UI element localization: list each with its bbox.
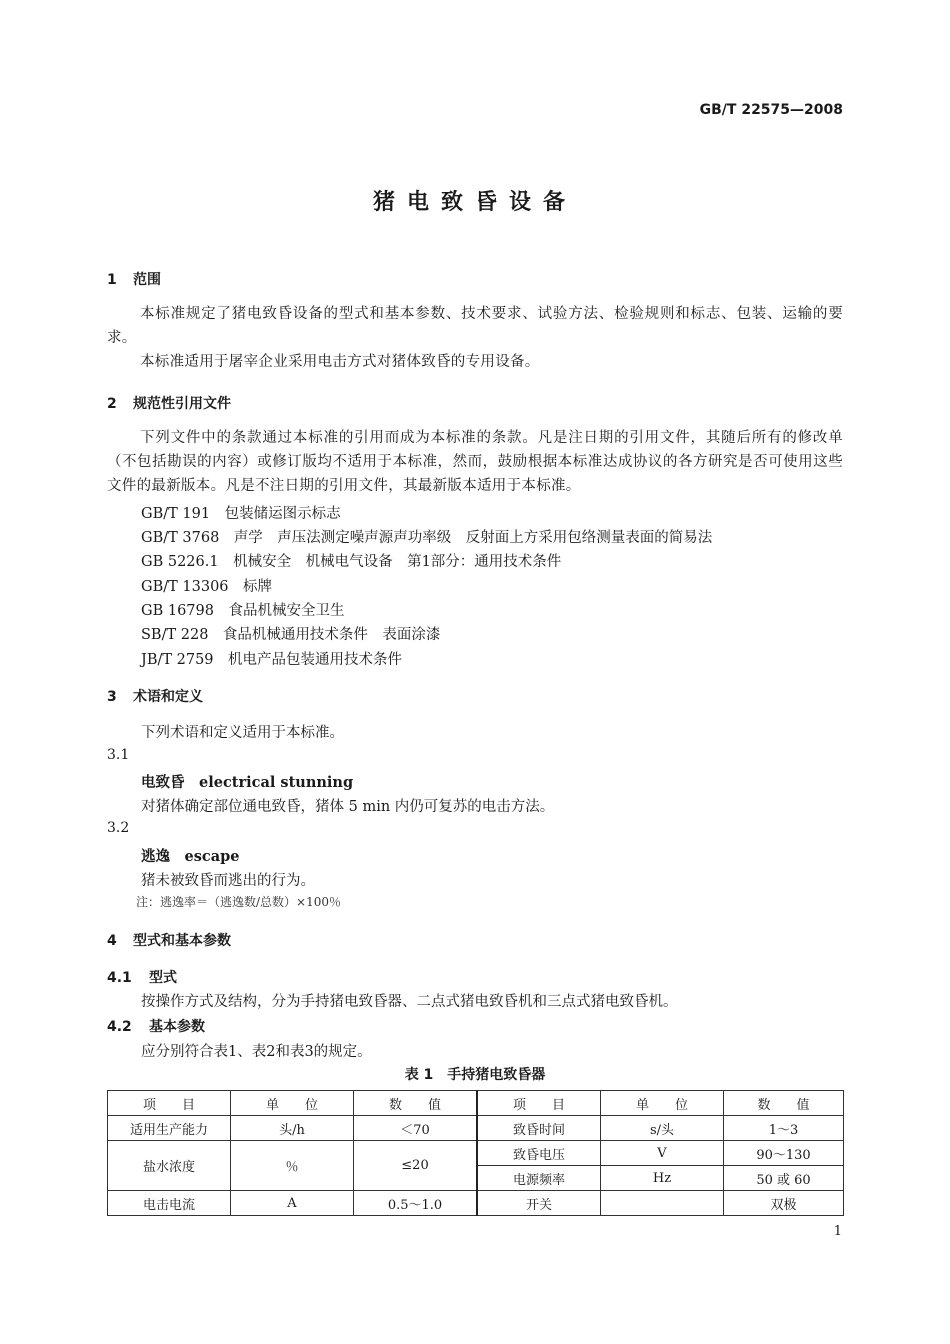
reference-item: GB 5226.1 机械安全 机械电气设备 第1部分：通用技术条件 [141,554,562,570]
section-number: 1 [107,272,117,288]
section-title: 术语和定义 [133,689,203,705]
table-cell: 致昏时间 [477,1116,601,1141]
section-title: 基本参数 [149,1019,205,1035]
parameters-table [107,1090,844,1216]
header-cell: 单 位 [601,1091,724,1116]
header-cell: 数 值 [354,1091,478,1116]
section-title: 型式 [149,970,177,986]
note: 注：逃逸率＝（逃逸数/总数）×100％ [136,895,342,909]
table-cell: s/头 [601,1116,724,1141]
table-cell: 电击电流 [108,1191,231,1216]
section-title: 范围 [133,272,161,288]
paragraph: 下列术语和定义适用于本标准。 [141,725,344,741]
section-number: 2 [107,396,117,412]
section-number: 4.1 [107,970,132,986]
table-cell: 双极 [724,1191,844,1216]
section-number: 3 [107,689,117,705]
paragraph: 下列文件中的条款通过本标准的引用而成为本标准的条款。凡是注日期的引用文件，其随后所有的修改单（不包括勘误的内容）或修订版均不适用于本标准，然而，鼓励根据本标准达成协议的各方研究是否可使用这些文件的最新版本。凡是不注日期的引用文件，其最新版本适用于本标准。 [107,430,843,494]
paragraph: 本标准适用于屠宰企业采用电击方式对猪体致昏的专用设备。 [140,354,540,370]
term-heading [141,845,239,866]
document-title: 猪电致昏设备 [372,190,577,215]
paragraph: 本标准规定了猪电致昏设备的型式和基本参数、技术要求、试验方法、检验规则和标志、包装、运输的要求。 [107,306,843,346]
table-cell: 盐水浓度 [108,1141,231,1191]
header-cell: 项 目 [108,1091,231,1116]
reference-item: GB/T 191 包装储运图示标志 [141,506,341,522]
table-cell [601,1191,724,1216]
term-heading [141,771,353,792]
table-cell: Hz [601,1166,724,1191]
subsection-4-2-heading [107,1016,205,1036]
term-definition: 猪未被致昏而逃出的行为。 [141,873,315,889]
header-cell: 单 位 [231,1091,354,1116]
reference-item: GB 16798 食品机械安全卫生 [141,603,345,619]
table-header-row [108,1091,844,1116]
term-number: 3.2 [107,820,130,836]
standard-number: GB/T 22575—2008 [699,102,843,118]
subsection-4-1-heading [107,967,177,987]
table-row [108,1116,844,1141]
table-cell: 1～3 [724,1116,844,1141]
paragraph: 应分别符合表1、表2和表3的规定。 [141,1044,372,1060]
table-cell: 头/h [231,1116,354,1141]
term-definition: 对猪体确定部位通电致昏，猪体 5 min 内仍可复苏的电击方法。 [141,799,555,815]
table-row [108,1141,844,1166]
section-2-heading [107,393,231,413]
reference-item: GB/T 3768 声学 声压法测定噪声源声功率级 反射面上方采用包络测量表面的简易法 [141,530,713,546]
term-en: electrical stunning [199,774,354,791]
section-1-heading [107,269,161,289]
table-cell: 适用生产能力 [108,1116,231,1141]
page-number: 1 [833,1224,842,1239]
table-caption: 表 1 手持猪电致昏器 [404,1067,546,1083]
reference-item: JB/T 2759 机电产品包装通用技术条件 [141,652,403,668]
term-number: 3.1 [107,747,130,763]
term-zh: 电致昏 [141,775,185,791]
reference-item: GB/T 13306 标牌 [141,579,273,595]
section-title: 型式和基本参数 [133,933,231,949]
section-number: 4 [107,933,117,949]
term-en: escape [184,848,240,865]
table-cell: 电源频率 [477,1166,601,1191]
table-cell: 致昏电压 [477,1141,601,1166]
table-cell: 50 或 60 [724,1166,844,1191]
header-cell: 数 值 [724,1091,844,1116]
table-row [108,1191,844,1216]
section-number: 4.2 [107,1019,132,1035]
table-cell: V [601,1141,724,1166]
table-cell: 0.5～1.0 [354,1191,478,1216]
table-cell: 开关 [477,1191,601,1216]
section-title: 规范性引用文件 [133,396,231,412]
section-3-heading [107,686,203,706]
table-cell: 90～130 [724,1141,844,1166]
table-cell: ％ [231,1141,354,1191]
table-cell: ＜70 [354,1116,478,1141]
header-cell: 项 目 [477,1091,601,1116]
table-cell: A [231,1191,354,1216]
section-4-heading [107,930,231,950]
paragraph: 按操作方式及结构，分为手持猪电致昏器、二点式猪电致昏机和三点式猪电致昏机。 [141,994,678,1010]
table-cell: ≤20 [354,1141,478,1191]
reference-item: SB/T 228 食品机械通用技术条件 表面涂漆 [141,627,441,643]
term-zh: 逃逸 [141,849,170,865]
